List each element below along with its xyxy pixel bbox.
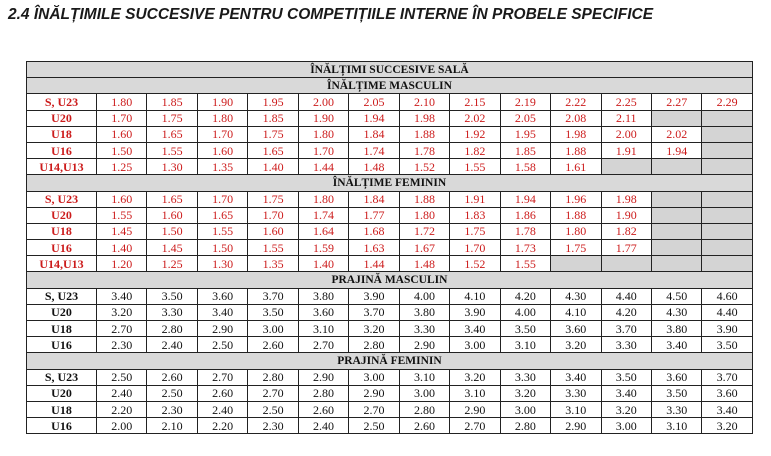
height-value-cell: 3.30: [601, 337, 651, 353]
height-value-cell: 1.63: [349, 240, 399, 256]
height-value-cell: 1.77: [601, 240, 651, 256]
height-value-cell: 3.40: [551, 369, 601, 385]
table-row: [27, 94, 753, 110]
section-subheading: PRAJINĂ MASCULIN: [27, 272, 753, 288]
height-value-cell: 3.10: [500, 337, 550, 353]
height-value-cell: 2.80: [248, 369, 298, 385]
height-value-cell: 4.30: [551, 288, 601, 304]
height-value-cell: 1.55: [97, 207, 147, 223]
section-subheading-row: [27, 175, 753, 191]
height-value-cell: 1.85: [147, 94, 197, 110]
height-value-cell: 1.70: [97, 110, 147, 126]
height-value-cell: 3.70: [248, 288, 298, 304]
section-heading-row: [27, 62, 753, 78]
table-row: [27, 288, 753, 304]
height-value-cell: 3.50: [500, 321, 550, 337]
height-value-cell: 3.50: [702, 337, 752, 353]
height-value-cell: 3.30: [551, 385, 601, 401]
category-cell: U18: [27, 126, 97, 142]
height-value-cell: 4.20: [500, 288, 550, 304]
height-value-cell: 1.90: [197, 94, 247, 110]
height-value-cell: 1.92: [450, 126, 500, 142]
table-row: [27, 337, 753, 353]
height-value-cell: 2.90: [197, 321, 247, 337]
height-value-cell: 1.85: [248, 110, 298, 126]
height-value-cell: 3.60: [551, 321, 601, 337]
height-value-cell: 3.20: [702, 418, 752, 434]
height-value-cell: 3.50: [601, 369, 651, 385]
height-value-cell: 1.55: [450, 159, 500, 175]
height-value-cell: 4.20: [601, 304, 651, 320]
height-value-cell: 1.40: [248, 159, 298, 175]
height-value-cell: 1.75: [551, 240, 601, 256]
height-value-cell: 1.25: [147, 256, 197, 272]
height-value-cell: 2.60: [248, 337, 298, 353]
height-value-cell: 3.60: [702, 385, 752, 401]
height-value-cell: 1.68: [349, 223, 399, 239]
height-value-cell: 3.60: [298, 304, 348, 320]
height-value-cell: 3.90: [349, 288, 399, 304]
height-value-cell: 2.70: [349, 401, 399, 417]
height-value-cell: 1.75: [147, 110, 197, 126]
category-cell: S, U23: [27, 288, 97, 304]
height-value-cell: 4.30: [651, 304, 701, 320]
category-cell: U16: [27, 337, 97, 353]
height-value-cell: 1.48: [349, 159, 399, 175]
height-value-cell: 1.70: [197, 126, 247, 142]
height-value-cell: 1.44: [298, 159, 348, 175]
height-value-cell: 3.30: [399, 321, 449, 337]
height-value-cell: 3.50: [147, 288, 197, 304]
height-value-cell: 1.55: [248, 240, 298, 256]
height-value-cell: 2.10: [399, 94, 449, 110]
category-cell: U20: [27, 304, 97, 320]
height-value-cell: 1.55: [500, 256, 550, 272]
height-value-cell: 1.35: [248, 256, 298, 272]
height-value-cell: 3.20: [450, 369, 500, 385]
height-value-cell: 1.60: [97, 191, 147, 207]
height-value-cell: 2.70: [197, 369, 247, 385]
height-value-cell: 1.83: [450, 207, 500, 223]
category-cell: U18: [27, 321, 97, 337]
height-value-cell: 1.95: [248, 94, 298, 110]
height-value-cell: 1.86: [500, 207, 550, 223]
height-value-cell: 2.15: [450, 94, 500, 110]
section-subheading: PRAJINĂ FEMININ: [27, 353, 753, 369]
height-value-cell: 1.65: [147, 126, 197, 142]
height-value-cell: 3.10: [399, 369, 449, 385]
empty-cell: [702, 142, 752, 158]
height-value-cell: 1.50: [97, 142, 147, 158]
height-value-cell: 2.80: [500, 418, 550, 434]
height-value-cell: 1.74: [298, 207, 348, 223]
height-value-cell: 3.10: [450, 385, 500, 401]
category-cell: S, U23: [27, 191, 97, 207]
height-value-cell: 2.70: [97, 321, 147, 337]
height-value-cell: 2.30: [248, 418, 298, 434]
height-value-cell: 1.25: [97, 159, 147, 175]
height-value-cell: 4.10: [450, 288, 500, 304]
height-value-cell: 3.00: [248, 321, 298, 337]
height-value-cell: 1.98: [399, 110, 449, 126]
empty-cell: [601, 256, 651, 272]
height-value-cell: 1.90: [601, 207, 651, 223]
height-value-cell: 2.90: [450, 401, 500, 417]
category-cell: U20: [27, 110, 97, 126]
height-value-cell: 2.50: [197, 337, 247, 353]
height-value-cell: 1.61: [551, 159, 601, 175]
section-heading: ÎNĂLȚIMI SUCCESIVE SALĂ: [27, 62, 753, 78]
height-value-cell: 1.70: [450, 240, 500, 256]
height-value-cell: 1.94: [500, 191, 550, 207]
height-value-cell: 1.40: [298, 256, 348, 272]
height-value-cell: 3.30: [651, 401, 701, 417]
height-value-cell: 1.65: [248, 142, 298, 158]
empty-cell: [651, 110, 701, 126]
height-value-cell: 1.85: [500, 142, 550, 158]
height-value-cell: 4.40: [601, 288, 651, 304]
height-value-cell: 3.60: [651, 369, 701, 385]
table-row: [27, 142, 753, 158]
empty-cell: [651, 223, 701, 239]
height-value-cell: 1.65: [197, 207, 247, 223]
height-value-cell: 2.50: [147, 385, 197, 401]
height-value-cell: 1.40: [97, 240, 147, 256]
empty-cell: [601, 159, 651, 175]
category-cell: U14,U13: [27, 159, 97, 175]
category-cell: U14,U13: [27, 256, 97, 272]
height-value-cell: 3.90: [702, 321, 752, 337]
height-value-cell: 3.10: [651, 418, 701, 434]
height-value-cell: 2.80: [298, 385, 348, 401]
section-subheading-row: [27, 78, 753, 94]
page-title: 2.4 ÎNĂLȚIMILE SUCCESIVE PENTRU COMPETIȚIILE INTERNE ÎN PROBELE SPECIFICE: [8, 6, 654, 23]
height-value-cell: 4.00: [399, 288, 449, 304]
height-value-cell: 2.40: [147, 337, 197, 353]
height-value-cell: 3.40: [702, 401, 752, 417]
height-value-cell: 3.40: [450, 321, 500, 337]
empty-cell: [702, 110, 752, 126]
category-cell: S, U23: [27, 94, 97, 110]
category-cell: U20: [27, 385, 97, 401]
height-value-cell: 3.70: [702, 369, 752, 385]
height-value-cell: 2.00: [97, 418, 147, 434]
height-value-cell: 1.77: [349, 207, 399, 223]
empty-cell: [702, 256, 752, 272]
height-value-cell: 2.10: [147, 418, 197, 434]
height-value-cell: 1.35: [197, 159, 247, 175]
empty-cell: [651, 240, 701, 256]
table-row: [27, 369, 753, 385]
height-value-cell: 2.27: [651, 94, 701, 110]
height-value-cell: 2.22: [551, 94, 601, 110]
height-value-cell: 4.40: [702, 304, 752, 320]
empty-cell: [702, 159, 752, 175]
height-value-cell: 2.50: [248, 401, 298, 417]
successive-heights-table: [26, 61, 753, 434]
height-value-cell: 2.00: [298, 94, 348, 110]
height-value-cell: 1.70: [197, 191, 247, 207]
height-value-cell: 2.50: [349, 418, 399, 434]
height-value-cell: 1.60: [248, 223, 298, 239]
height-value-cell: 1.90: [298, 110, 348, 126]
height-value-cell: 1.88: [399, 191, 449, 207]
height-value-cell: 4.00: [500, 304, 550, 320]
table-row: [27, 304, 753, 320]
section-subheading-row: [27, 272, 753, 288]
category-cell: U16: [27, 240, 97, 256]
height-value-cell: 1.50: [147, 223, 197, 239]
height-value-cell: 3.00: [601, 418, 651, 434]
height-value-cell: 1.70: [248, 207, 298, 223]
height-value-cell: 3.90: [450, 304, 500, 320]
height-value-cell: 3.00: [500, 401, 550, 417]
table-row: [27, 207, 753, 223]
height-value-cell: 2.80: [147, 321, 197, 337]
empty-cell: [651, 207, 701, 223]
table-row: [27, 385, 753, 401]
height-value-cell: 1.59: [298, 240, 348, 256]
height-value-cell: 1.80: [399, 207, 449, 223]
table-row: [27, 256, 753, 272]
height-value-cell: 3.80: [298, 288, 348, 304]
height-value-cell: 2.29: [702, 94, 752, 110]
height-value-cell: 1.30: [147, 159, 197, 175]
section-subheading-row: [27, 353, 753, 369]
table-row: [27, 401, 753, 417]
height-value-cell: 3.20: [349, 321, 399, 337]
height-value-cell: 1.75: [248, 126, 298, 142]
height-value-cell: 1.96: [551, 191, 601, 207]
height-value-cell: 3.10: [551, 401, 601, 417]
empty-cell: [651, 191, 701, 207]
height-value-cell: 1.52: [399, 159, 449, 175]
height-value-cell: 2.20: [197, 418, 247, 434]
height-value-cell: 2.40: [298, 418, 348, 434]
height-value-cell: 2.30: [97, 337, 147, 353]
height-value-cell: 3.70: [601, 321, 651, 337]
height-value-cell: 2.90: [298, 369, 348, 385]
empty-cell: [551, 256, 601, 272]
height-value-cell: 1.75: [248, 191, 298, 207]
table-row: [27, 240, 753, 256]
height-value-cell: 1.30: [197, 256, 247, 272]
height-value-cell: 1.88: [551, 207, 601, 223]
height-value-cell: 3.50: [651, 385, 701, 401]
category-cell: U18: [27, 401, 97, 417]
height-value-cell: 1.80: [298, 126, 348, 142]
height-value-cell: 1.80: [197, 110, 247, 126]
height-value-cell: 3.50: [248, 304, 298, 320]
height-value-cell: 1.78: [399, 142, 449, 158]
height-value-cell: 2.20: [97, 401, 147, 417]
table-row: [27, 159, 753, 175]
height-value-cell: 4.60: [702, 288, 752, 304]
height-value-cell: 2.90: [399, 337, 449, 353]
height-value-cell: 1.78: [500, 223, 550, 239]
height-value-cell: 1.60: [147, 207, 197, 223]
height-value-cell: 2.60: [399, 418, 449, 434]
table-row: [27, 418, 753, 434]
table-row: [27, 126, 753, 142]
height-value-cell: 2.08: [551, 110, 601, 126]
height-value-cell: 1.82: [450, 142, 500, 158]
height-value-cell: 1.95: [500, 126, 550, 142]
height-value-cell: 3.20: [551, 337, 601, 353]
height-value-cell: 2.90: [551, 418, 601, 434]
table-body: [27, 62, 753, 434]
height-value-cell: 1.44: [349, 256, 399, 272]
height-value-cell: 3.60: [197, 288, 247, 304]
height-value-cell: 3.00: [450, 337, 500, 353]
height-value-cell: 2.11: [601, 110, 651, 126]
height-value-cell: 1.98: [601, 191, 651, 207]
height-value-cell: 1.98: [551, 126, 601, 142]
height-value-cell: 1.65: [147, 191, 197, 207]
category-cell: U16: [27, 418, 97, 434]
height-value-cell: 1.84: [349, 126, 399, 142]
height-value-cell: 2.19: [500, 94, 550, 110]
category-cell: S, U23: [27, 369, 97, 385]
height-value-cell: 1.20: [97, 256, 147, 272]
height-value-cell: 1.60: [197, 142, 247, 158]
height-value-cell: 2.60: [298, 401, 348, 417]
height-value-cell: 3.40: [651, 337, 701, 353]
height-value-cell: 2.02: [450, 110, 500, 126]
height-value-cell: 1.55: [147, 142, 197, 158]
height-value-cell: 1.52: [450, 256, 500, 272]
empty-cell: [651, 256, 701, 272]
height-value-cell: 4.50: [651, 288, 701, 304]
height-value-cell: 3.20: [500, 385, 550, 401]
height-value-cell: 2.40: [197, 401, 247, 417]
height-value-cell: 3.10: [298, 321, 348, 337]
height-value-cell: 2.00: [601, 126, 651, 142]
height-value-cell: 1.91: [450, 191, 500, 207]
height-value-cell: 3.40: [601, 385, 651, 401]
height-value-cell: 2.25: [601, 94, 651, 110]
height-value-cell: 1.72: [399, 223, 449, 239]
table-row: [27, 321, 753, 337]
height-value-cell: 3.20: [97, 304, 147, 320]
height-value-cell: 3.00: [399, 385, 449, 401]
height-value-cell: 1.94: [651, 142, 701, 158]
height-value-cell: 2.30: [147, 401, 197, 417]
height-value-cell: 2.80: [349, 337, 399, 353]
height-value-cell: 2.70: [248, 385, 298, 401]
empty-cell: [702, 240, 752, 256]
height-value-cell: 3.20: [601, 401, 651, 417]
height-value-cell: 1.82: [601, 223, 651, 239]
height-value-cell: 1.91: [601, 142, 651, 158]
category-cell: U18: [27, 223, 97, 239]
height-value-cell: 2.60: [197, 385, 247, 401]
height-value-cell: 1.45: [97, 223, 147, 239]
height-value-cell: 3.40: [197, 304, 247, 320]
height-value-cell: 2.02: [651, 126, 701, 142]
height-value-cell: 1.84: [349, 191, 399, 207]
table-row: [27, 191, 753, 207]
empty-cell: [702, 223, 752, 239]
height-value-cell: 1.73: [500, 240, 550, 256]
height-value-cell: 1.80: [298, 191, 348, 207]
table-row: [27, 223, 753, 239]
height-value-cell: 3.70: [349, 304, 399, 320]
height-value-cell: 1.80: [551, 223, 601, 239]
empty-cell: [702, 207, 752, 223]
height-value-cell: 1.55: [197, 223, 247, 239]
empty-cell: [702, 126, 752, 142]
height-value-cell: 2.40: [97, 385, 147, 401]
height-value-cell: 1.58: [500, 159, 550, 175]
height-value-cell: 1.50: [197, 240, 247, 256]
category-cell: U20: [27, 207, 97, 223]
height-value-cell: 2.05: [349, 94, 399, 110]
height-value-cell: 3.80: [399, 304, 449, 320]
height-value-cell: 1.88: [551, 142, 601, 158]
height-value-cell: 1.70: [298, 142, 348, 158]
height-value-cell: 3.30: [500, 369, 550, 385]
height-value-cell: 1.88: [399, 126, 449, 142]
section-subheading: ÎNĂLȚIME MASCULIN: [27, 78, 753, 94]
table-row: [27, 110, 753, 126]
section-subheading: ÎNĂLȚIME FEMININ: [27, 175, 753, 191]
height-value-cell: 1.48: [399, 256, 449, 272]
height-value-cell: 4.10: [551, 304, 601, 320]
height-value-cell: 2.70: [298, 337, 348, 353]
category-cell: U16: [27, 142, 97, 158]
height-value-cell: 2.60: [147, 369, 197, 385]
height-value-cell: 3.30: [147, 304, 197, 320]
height-value-cell: 1.80: [97, 94, 147, 110]
height-value-cell: 1.60: [97, 126, 147, 142]
height-value-cell: 2.70: [450, 418, 500, 434]
empty-cell: [702, 191, 752, 207]
height-value-cell: 3.40: [97, 288, 147, 304]
height-value-cell: 2.50: [97, 369, 147, 385]
empty-cell: [651, 159, 701, 175]
height-value-cell: 2.05: [500, 110, 550, 126]
height-value-cell: 3.80: [651, 321, 701, 337]
height-value-cell: 2.80: [399, 401, 449, 417]
height-value-cell: 1.64: [298, 223, 348, 239]
height-value-cell: 1.45: [147, 240, 197, 256]
height-value-cell: 1.74: [349, 142, 399, 158]
height-value-cell: 2.90: [349, 385, 399, 401]
height-value-cell: 3.00: [349, 369, 399, 385]
height-value-cell: 1.75: [450, 223, 500, 239]
height-value-cell: 1.67: [399, 240, 449, 256]
height-value-cell: 1.94: [349, 110, 399, 126]
